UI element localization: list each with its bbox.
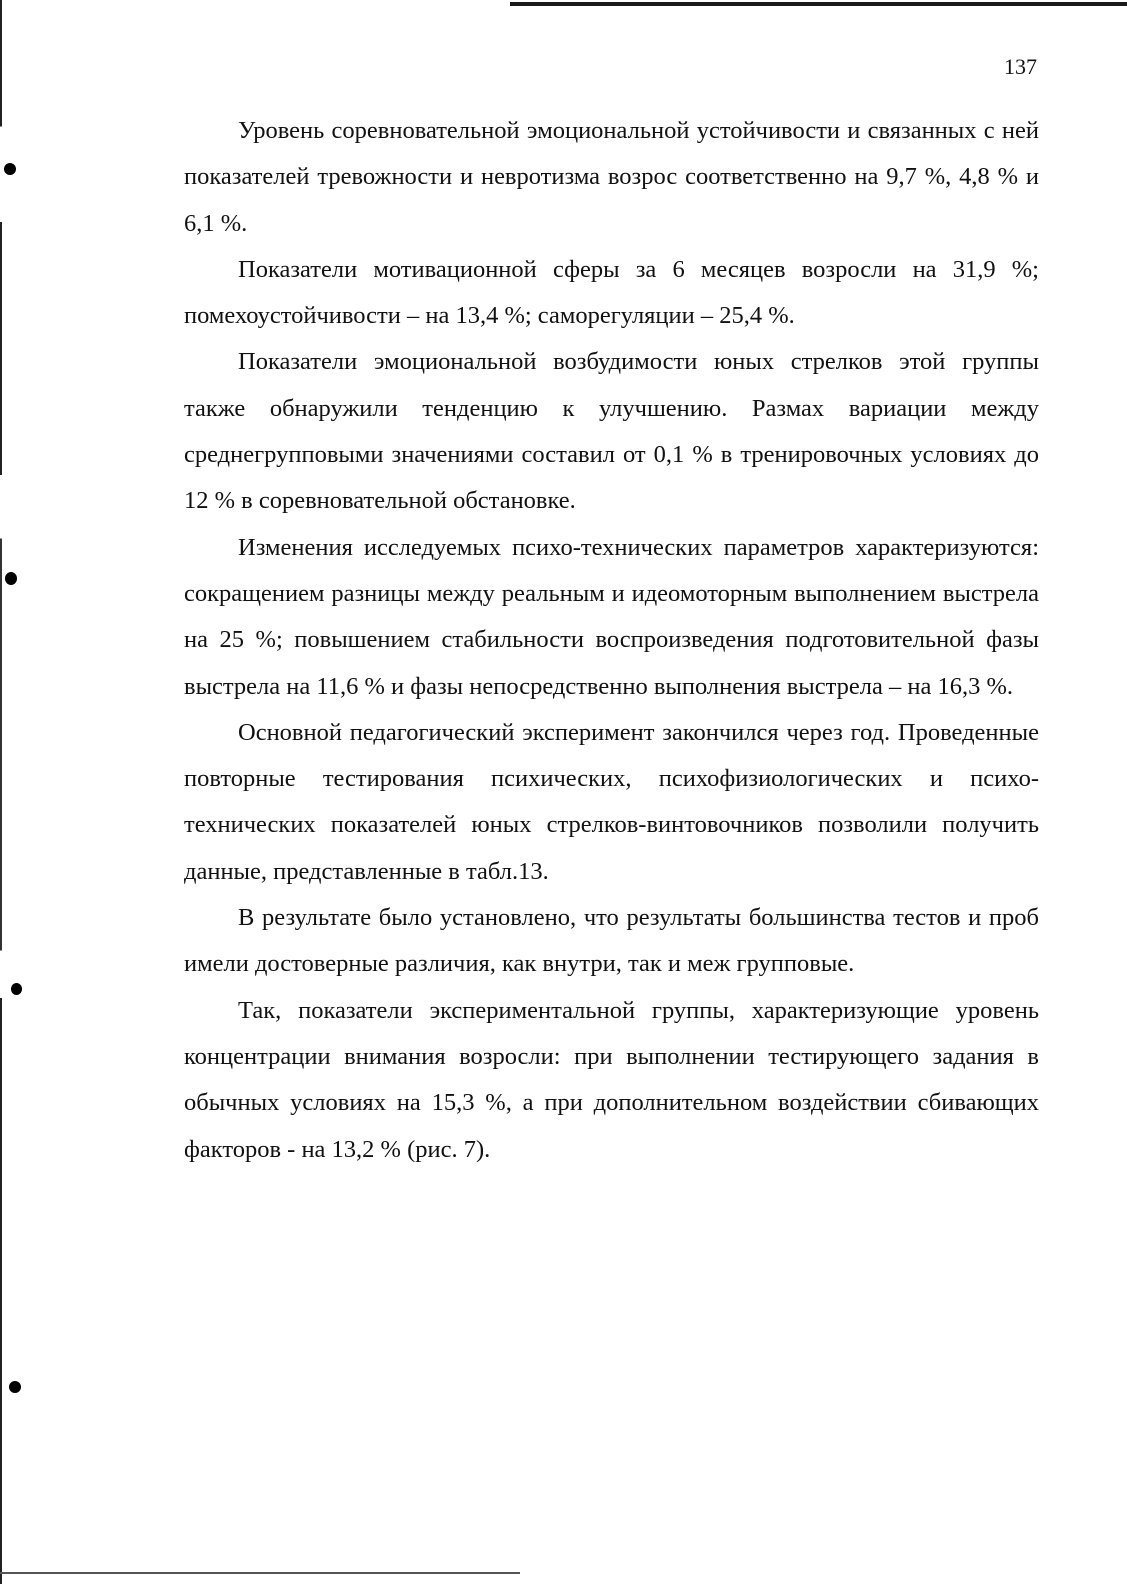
paragraph: Показатели мотивационной сферы за 6 месяцев возросли на 31,9 %; помехоустойчивости – на 13,4 %; саморегуляции – 25,4 %. — [184, 255, 1039, 330]
left-scan-edge — [0, 0, 2, 1584]
paragraph: В результате было установлено, что результаты большинства тестов и проб имели достоверные различия, как внутри, так и меж групповые. — [184, 904, 1039, 978]
binding-hole-mark — [9, 1381, 21, 1393]
top-border-line — [510, 2, 1127, 6]
binding-hole-mark — [11, 983, 22, 995]
paragraph: Уровень соревновательной эмоциональной устойчивости и связанных с ней показателей тревожности и невротизма возрос соответственно на 9,7 %, 4,8 % и 6,1 %. — [184, 117, 1039, 237]
paragraph: Показатели эмоциональной возбудимости юных стрелков этой группы также обнаружили тенденцию к улучшению. Размах вариации между среднегрупповыми значениями составил от 0,1 % в тренировочных условиях до 12 % в соревновательной обстановке. — [184, 348, 1039, 515]
body-text — [184, 108, 1039, 1173]
paragraph: Основной педагогический эксперимент закончился через год. Проведенные повторные тестирования психических, психофизиологических и психо-технических показателей юных стрелков-винтовочников позволили получить данные, представленные в табл.13. — [184, 718, 1039, 885]
page-number: 137 — [1004, 54, 1037, 79]
binding-hole-mark — [4, 163, 16, 175]
bottom-border-line — [0, 1572, 520, 1574]
paragraph: Изменения исследуемых психо-технических параметров характеризуются: сокращением разницы между реальным и идеомоторным выполнением выстрела на 25 %; повышением стабильности воспроизведения подготовительной фазы выстрела на 11,6 % и фазы непосредственно выполнения выстрела – на 16,3 %. — [184, 533, 1039, 700]
paragraph: Так, показатели экспериментальной группы, характеризующие уровень концентрации внимания возросли: при выполнении тестирующего задания в обычных условиях на 15,3 %, а при дополнительном воздействии сбивающих факторов - на 13,2 % (рис. 7). — [184, 996, 1039, 1163]
binding-hole-mark — [5, 572, 17, 585]
